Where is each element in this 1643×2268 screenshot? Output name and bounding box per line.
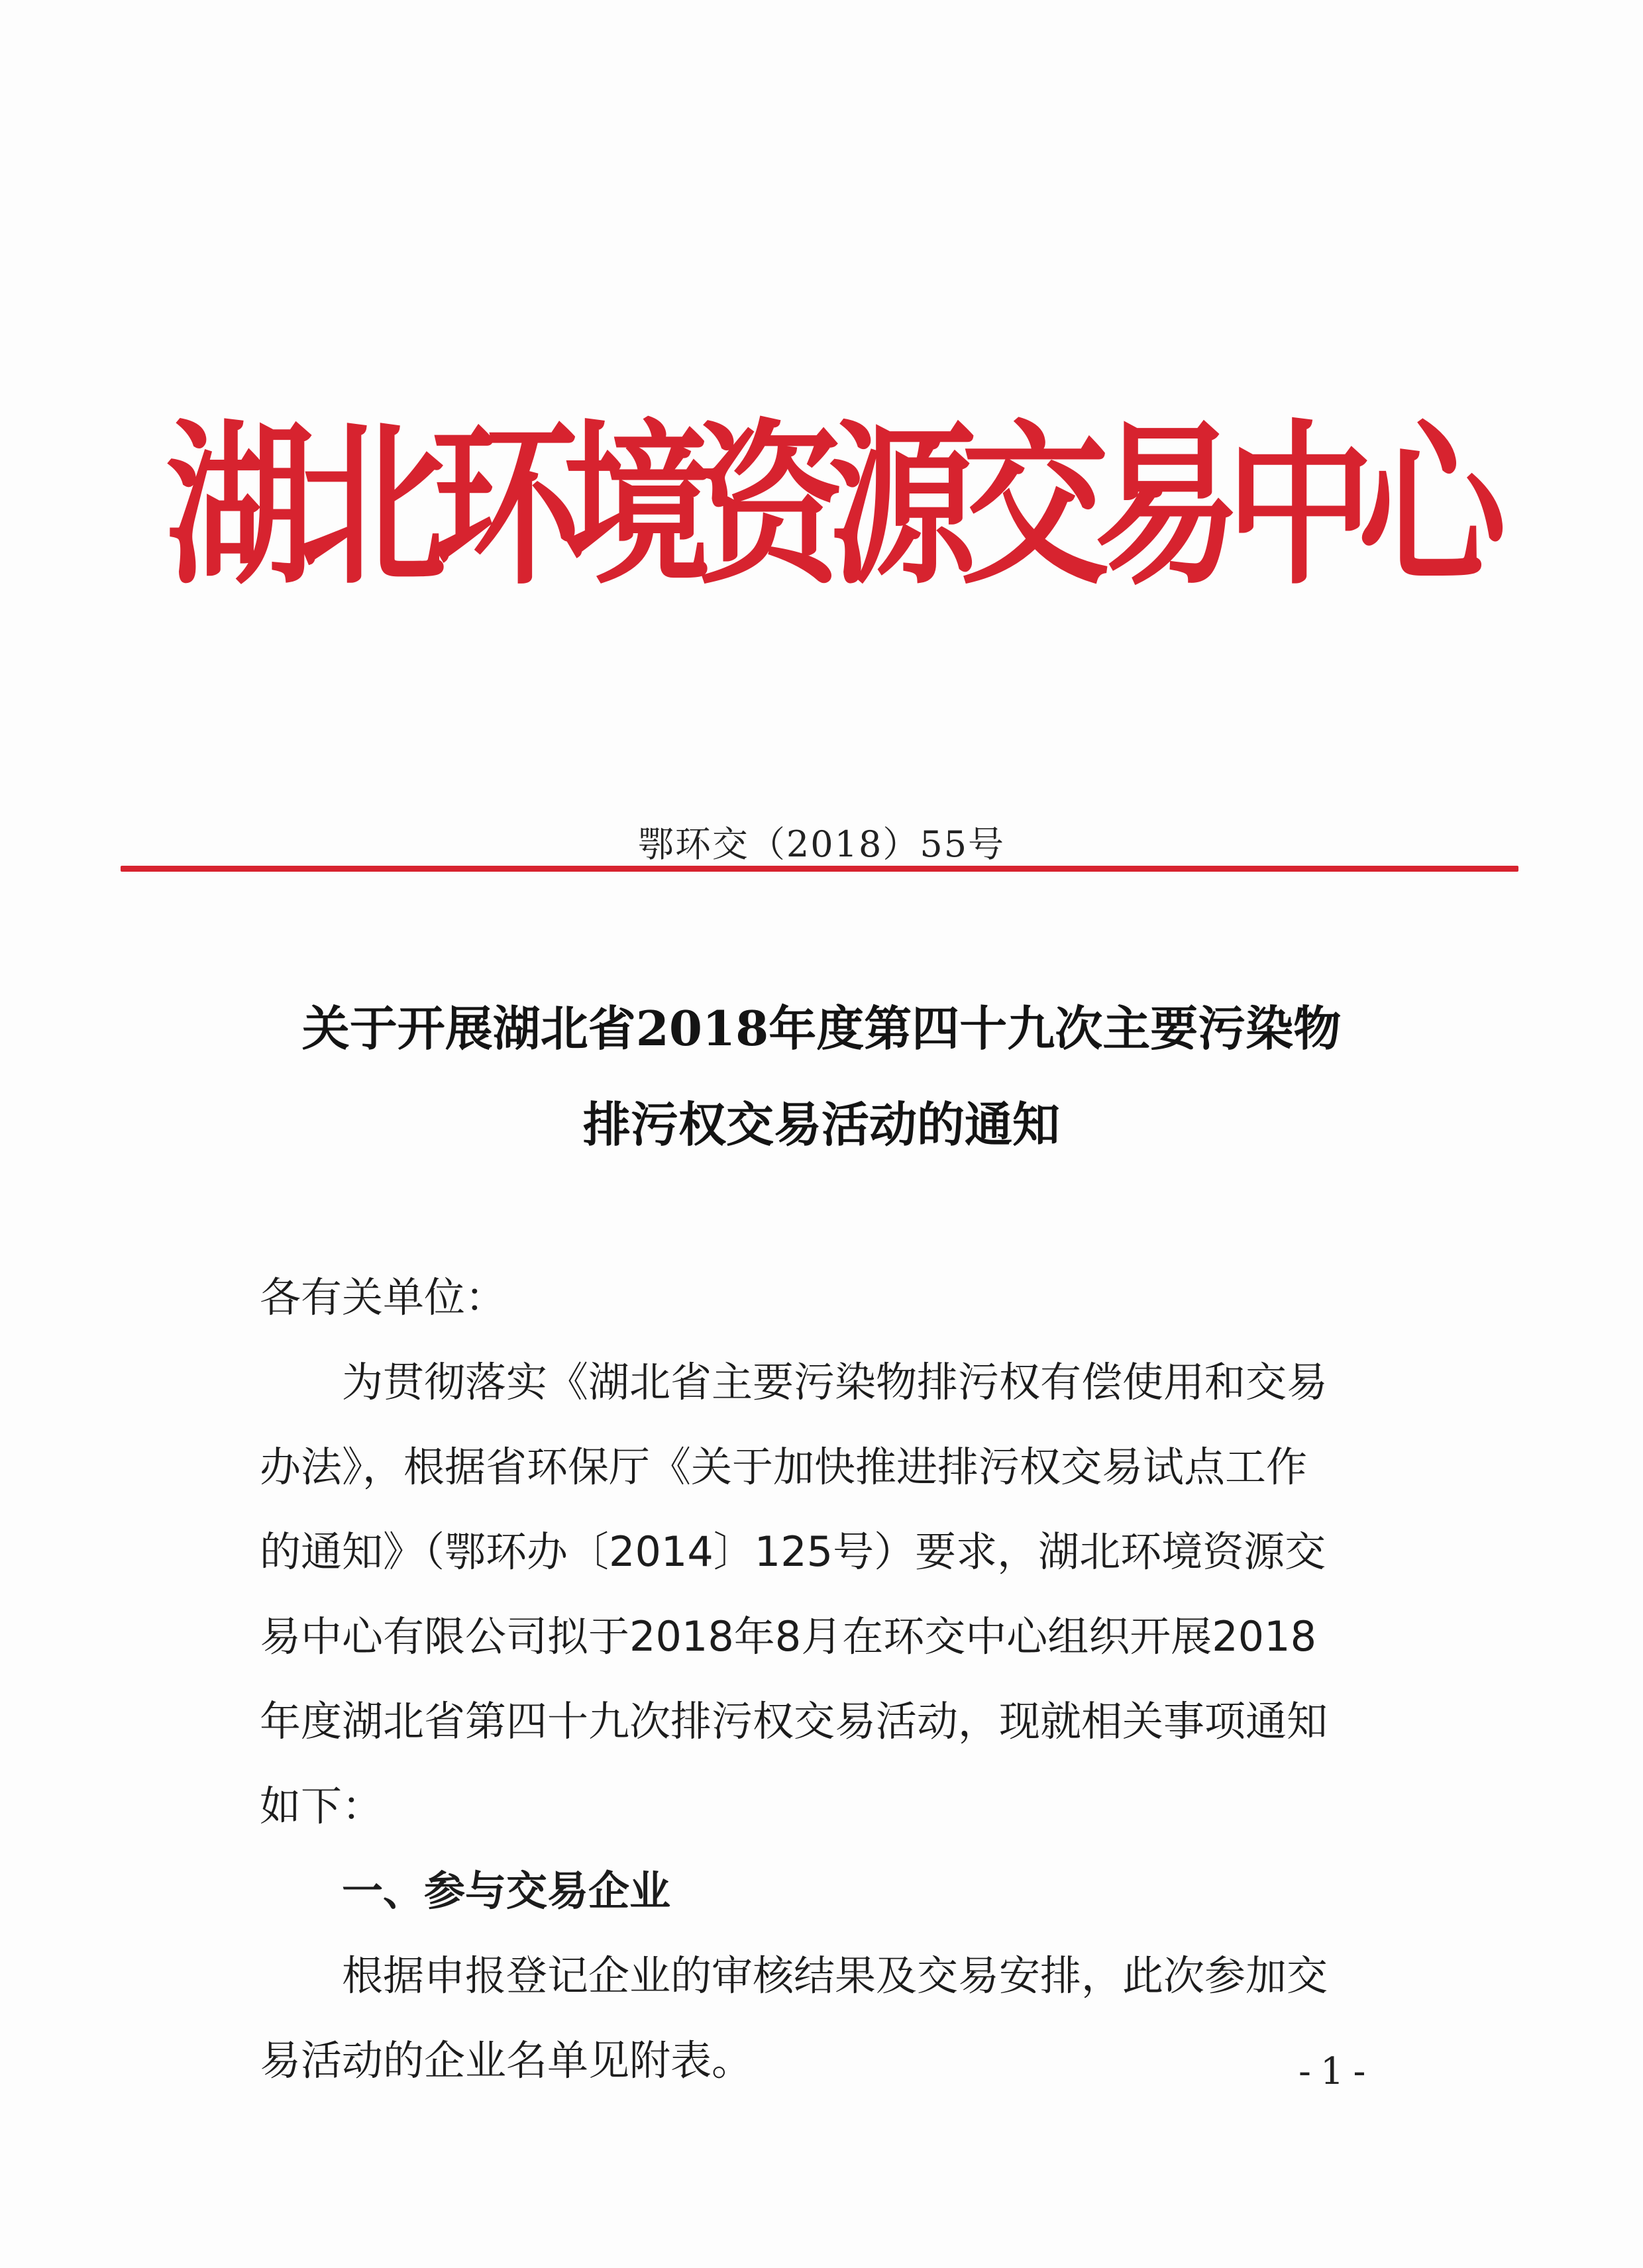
paragraph-1-line-5: 年度湖北省第四十九次排污权交易活动，现就相关事项通知 <box>260 1697 1328 1745</box>
notice-title <box>0 980 1643 1172</box>
masthead-char-3: 境 <box>563 404 712 609</box>
masthead-char-7: 易 <box>1093 404 1242 609</box>
red-divider-line <box>121 866 1518 872</box>
page-number: -1- <box>1298 2050 1375 2093</box>
paragraph-1-line-2: 办法》，根据省环保厅《关于加快推进排污权交易试点工作 <box>260 1443 1308 1491</box>
masthead-char-0: 湖 <box>166 404 314 609</box>
masthead-title <box>166 378 1507 635</box>
masthead-char-2: 环 <box>431 404 579 609</box>
notice-title-line-1: 关于开展湖北省2018年度第四十九次主要污染物 <box>301 1000 1342 1057</box>
paragraph-2-line-1: 根据申报登记企业的审核结果及交易安排，此次参加交 <box>342 1951 1328 2000</box>
paragraph-1-line-1: 为贯彻落实《湖北省主要污染物排污权有偿使用和交易 <box>342 1358 1328 1406</box>
notice-title-line-2: 排污权交易活动的通知 <box>582 1096 1060 1153</box>
paragraph-1-line-6: 如下： <box>260 1782 384 1830</box>
document-number: 鄂环交（2018）55号 <box>637 823 1006 865</box>
section-1-heading: 一、参与交易企业 <box>342 1867 671 1915</box>
masthead-char-6: 交 <box>961 404 1109 609</box>
salutation: 各有关单位： <box>260 1273 507 1321</box>
paragraph-1-line-3: 的通知》（鄂环办〔2014〕125号）要求，湖北环境资源交 <box>260 1527 1326 1576</box>
masthead-char-8: 中 <box>1226 404 1374 609</box>
masthead-char-9: 心 <box>1358 404 1507 609</box>
masthead-char-5: 源 <box>828 404 977 609</box>
paragraph-2-line-2: 易活动的企业名单见附表。 <box>260 2036 753 2085</box>
masthead-char-4: 资 <box>696 404 844 609</box>
paragraph-1-line-4: 易中心有限公司拟于2018年8月在环交中心组织开展2018 <box>260 1612 1317 1661</box>
notice-body <box>260 1255 1418 2103</box>
masthead-char-1: 北 <box>298 404 447 609</box>
